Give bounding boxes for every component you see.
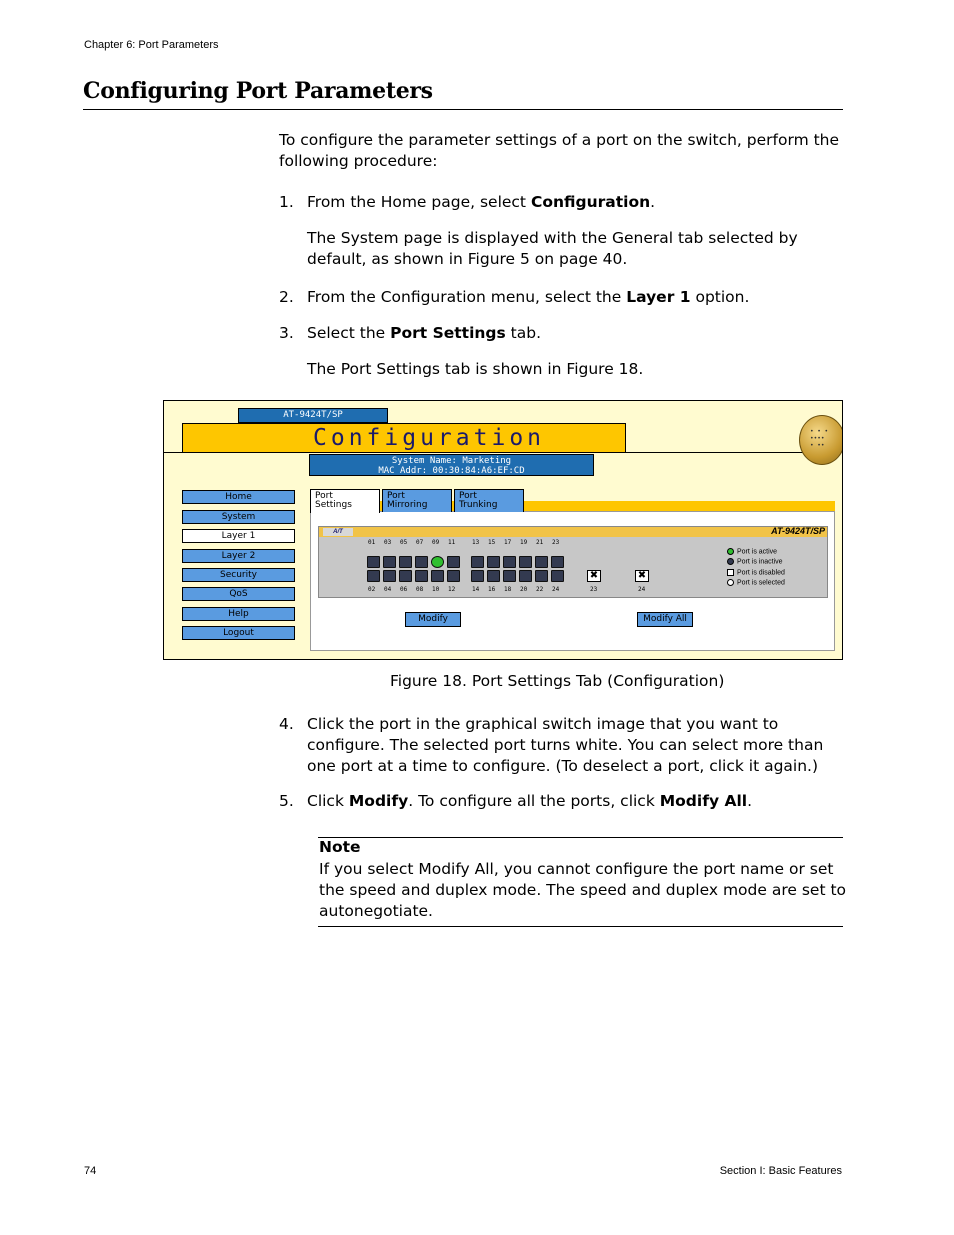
port-label-03: 03 [384,539,392,546]
port-label-02: 02 [368,586,376,593]
nav-home[interactable]: Home [182,490,295,504]
nav-qos[interactable]: QoS [182,587,295,601]
port-label-05: 05 [400,539,408,546]
port-22[interactable] [535,570,548,582]
switch-topbar [319,527,827,537]
uplink-label-23: 23 [590,586,598,593]
configuration-banner [182,423,626,453]
port-11[interactable] [447,556,460,568]
nav-help[interactable]: Help [182,607,295,621]
port-09[interactable] [431,556,444,568]
step-3-text: Select the Port Settings tab. [307,324,542,342]
port-03[interactable] [383,556,396,568]
selected-dot-icon [727,579,734,586]
legend-disabled: Port is disabled [727,569,785,576]
port-24[interactable] [551,570,564,582]
title-divider [83,109,843,110]
page-title: Configuring Port Parameters [83,78,433,104]
step-3-number: 3. [279,324,294,342]
port-label-16: 16 [488,586,496,593]
uplink-port-24[interactable]: ✖ [635,570,649,582]
port-17[interactable] [503,556,516,568]
legend-inactive: Port is inactive [727,558,783,565]
port-label-20: 20 [520,586,528,593]
active-dot-icon [727,548,734,555]
port-label-01: 01 [368,539,376,546]
port-label-12: 12 [448,586,456,593]
nav-system[interactable]: System [182,510,295,524]
port-19[interactable] [519,556,532,568]
port-label-17: 17 [504,539,512,546]
step-4-number: 4. [279,715,294,733]
port-18[interactable] [503,570,516,582]
port-label-14: 14 [472,586,480,593]
port-06[interactable] [399,570,412,582]
step-3-detail: The Port Settings tab is shown in Figure 18. [307,360,644,378]
nav-security[interactable]: Security [182,568,295,582]
figure-caption: Figure 18. Port Settings Tab (Configuration) [390,672,725,690]
system-name: System Name: Marketing [391,456,512,466]
figure-screenshot [163,400,843,660]
mac-address: MAC Addr: 00:30:84:A6:EF:CD [378,466,525,476]
step-2-text: From the Configuration menu, select the Layer 1 option. [307,288,750,306]
port-label-22: 22 [536,586,544,593]
section-footer: Section I: Basic Features [719,1165,842,1177]
port-10[interactable] [431,570,444,582]
port-21[interactable] [535,556,548,568]
step-2-number: 2. [279,288,294,306]
banner-divider [164,452,804,453]
step-1-number: 1. [279,193,294,211]
port-label-11: 11 [448,539,456,546]
uplink-label-24: 24 [638,586,646,593]
switch-logo: A/T [323,528,353,536]
port-01[interactable] [367,556,380,568]
note-divider-bottom [318,926,843,927]
step-5-text: Click Modify. To configure all the ports, click Modify All. [307,792,753,810]
step-1-text: From the Home page, select Configuration. [307,193,656,211]
port-05[interactable] [399,556,412,568]
port-20[interactable] [519,570,532,582]
port-23[interactable] [551,556,564,568]
port-07[interactable] [415,556,428,568]
port-label-06: 06 [400,586,408,593]
port-label-07: 07 [416,539,424,546]
port-label-23: 23 [552,539,560,546]
globe-icon: • • • •••• • •• [799,415,843,465]
switch-model: AT-9424T/SP [771,526,825,536]
port-label-19: 19 [520,539,528,546]
port-label-09: 09 [432,539,440,546]
legend-active: Port is active [727,548,777,555]
legend-selected: Port is selected [727,579,785,586]
port-label-18: 18 [504,586,512,593]
port-04[interactable] [383,570,396,582]
port-label-04: 04 [384,586,392,593]
port-label-08: 08 [416,586,424,593]
step-5-number: 5. [279,792,294,810]
step-1-detail: The System page is displayed with the General tab selected by default, as shown in Figure 5 on page 40. [307,229,798,268]
model-tab: AT-9424T/SP [238,408,388,423]
nav-logout[interactable]: Logout [182,626,295,640]
page-number: 74 [84,1165,97,1177]
inactive-dot-icon [727,558,734,565]
switch-image [318,526,828,598]
modify-button[interactable]: Modify [405,612,461,627]
port-label-15: 15 [488,539,496,546]
port-16[interactable] [487,570,500,582]
nav-layer-1[interactable]: Layer 1 [182,529,295,543]
nav-layer-2[interactable]: Layer 2 [182,549,295,563]
port-13[interactable] [471,556,484,568]
tab-port-mirroring[interactable]: Port Mirroring [382,489,452,512]
note-title: Note [319,838,361,856]
port-label-13: 13 [472,539,480,546]
port-label-10: 10 [432,586,440,593]
chapter-header: Chapter 6: Port Parameters [84,39,219,51]
note-divider-top [318,837,843,838]
system-info-bar [309,454,594,476]
port-08[interactable] [415,570,428,582]
disabled-x-icon [727,569,734,576]
port-label-21: 21 [536,539,544,546]
port-label-24: 24 [552,586,560,593]
banner-title: Configuration [313,425,546,451]
tab-port-trunking[interactable]: Port Trunking [454,489,524,512]
step-4-text: Click the port in the graphical switch image that you want to configure. The selected port turns white. You can select more than one port at a time to configure. (To deselect a port, click it again.) [307,715,824,775]
port-14[interactable] [471,570,484,582]
port-12[interactable] [447,570,460,582]
tab-port-settings[interactable]: Port Settings [310,489,380,513]
modify-all-button[interactable]: Modify All [637,612,693,627]
port-15[interactable] [487,556,500,568]
note-text: If you select Modify All, you cannot configure the port name or set the speed and duplex mode. The speed and duplex mode are set to autonegotiate. [319,860,847,920]
port-02[interactable] [367,570,380,582]
intro-paragraph: To configure the parameter settings of a port on the switch, perform the following procedure: [279,131,840,170]
uplink-port-23[interactable]: ✖ [587,570,601,582]
